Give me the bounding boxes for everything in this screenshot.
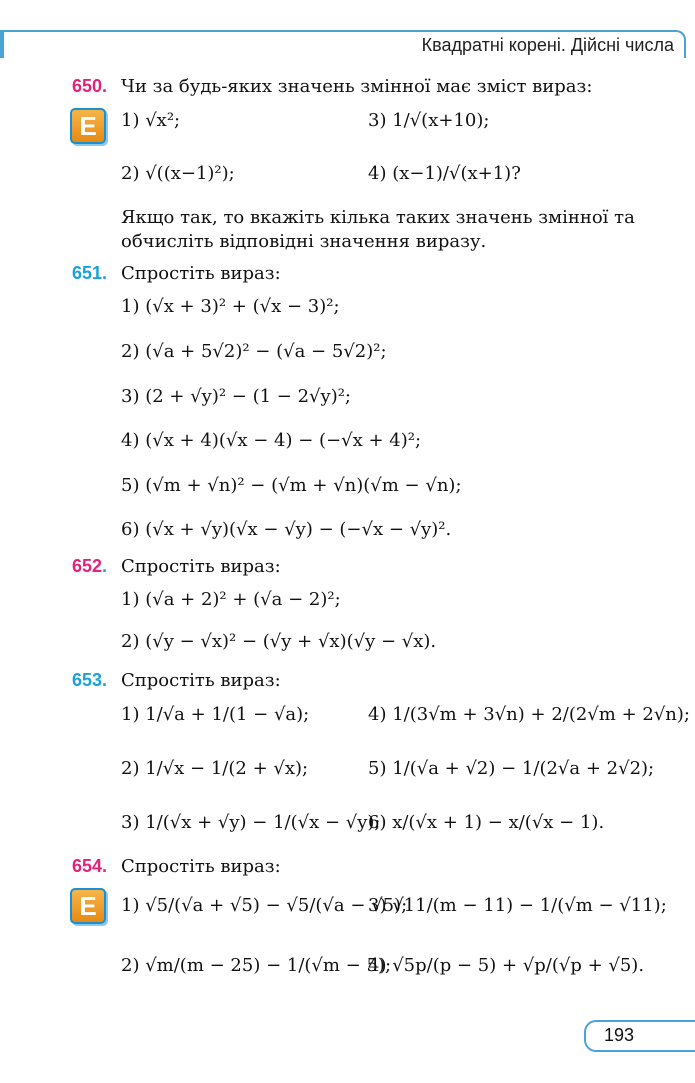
problem-654-item-3: 3) √11/(m − 11) − 1/(√m − √11);	[368, 895, 667, 916]
problem-654-number: 654.	[72, 856, 108, 876]
problem-651-item: 4) (√x + 4)(√x − 4) − (−√x + 4)²;	[121, 430, 422, 451]
problem-650-item-2: 2) √((x−1)²);	[121, 163, 235, 184]
problem-650-prompt: Чи за будь-яких значень змінної має зміст вираз:	[121, 76, 593, 97]
problem-654-item-4: 4) √5p/(p − 5) + √p/(√p + √5).	[368, 955, 645, 976]
problem-653-prompt: Спростіть вираз:	[121, 670, 281, 691]
page-number-frame	[584, 1020, 695, 1052]
header-title: Квадратні корені. Дійсні числа	[421, 35, 674, 55]
problem-650-item-4: 4) (x−1)/√(x+1)?	[368, 163, 521, 184]
problem-651-prompt: Спростіть вираз:	[121, 263, 281, 284]
problem-653-item-4: 4) 1/(3√m + 3√n) + 2/(2√m + 2√n);	[368, 704, 690, 725]
problem-651-item: 1) (√x + 3)² + (√x − 3)²;	[121, 296, 340, 317]
problem-653-item-6: 6) x/(√x + 1) − x/(√x − 1).	[368, 812, 605, 833]
problem-653-number: 653.	[72, 670, 108, 690]
problem-651-item: 6) (√x + √y)(√x − √y) − (−√x − √y)².	[121, 519, 452, 540]
running-header	[0, 30, 686, 58]
problem-650-follow-line-2: обчисліть відповідні значення виразу.	[121, 231, 487, 252]
problem-650-number: 650.	[72, 76, 108, 96]
level-e-badge-icon: E	[70, 108, 106, 144]
problem-651-item: 2) (√a + 5√2)² − (√a − 5√2)²;	[121, 341, 387, 362]
problem-654-item-1: 1) √5/(√a + √5) − √5/(√a − √5);	[121, 895, 408, 916]
problem-653-item-5: 5) 1/(√a + √2) − 1/(2√a + 2√2);	[368, 758, 655, 779]
problem-654-prompt: Спростіть вираз:	[121, 856, 281, 877]
page-number: 193	[604, 1025, 635, 1045]
problem-650-follow-line-1: Якщо так, то вкажіть кілька таких значень змінної та	[121, 207, 635, 228]
problem-652-number: 652.	[72, 556, 108, 576]
problem-651-item: 5) (√m + √n)² − (√m + √n)(√m − √n);	[121, 475, 462, 496]
problem-652-item: 1) (√a + 2)² + (√a − 2)²;	[121, 589, 341, 610]
problem-650-item-1: 1) √x²;	[121, 110, 181, 131]
problem-652-item: 2) (√y − √x)² − (√y + √x)(√y − √x).	[121, 631, 437, 652]
problem-652-prompt: Спростіть вираз:	[121, 556, 281, 577]
problem-650-item-3: 3) 1/√(x+10);	[368, 110, 490, 131]
problem-651-item: 3) (2 + √y)² − (1 − 2√y)²;	[121, 386, 351, 407]
problem-653-item-1: 1) 1/√a + 1/(1 − √a);	[121, 704, 310, 725]
problem-653-item-3: 3) 1/(√x + √y) − 1/(√x − √y);	[121, 812, 381, 833]
problem-654-item-2: 2) √m/(m − 25) − 1/(√m − 5);	[121, 955, 392, 976]
problem-651-number: 651.	[72, 263, 108, 283]
level-e-badge-icon: E	[70, 888, 106, 924]
problem-653-item-2: 2) 1/√x − 1/(2 + √x);	[121, 758, 309, 779]
